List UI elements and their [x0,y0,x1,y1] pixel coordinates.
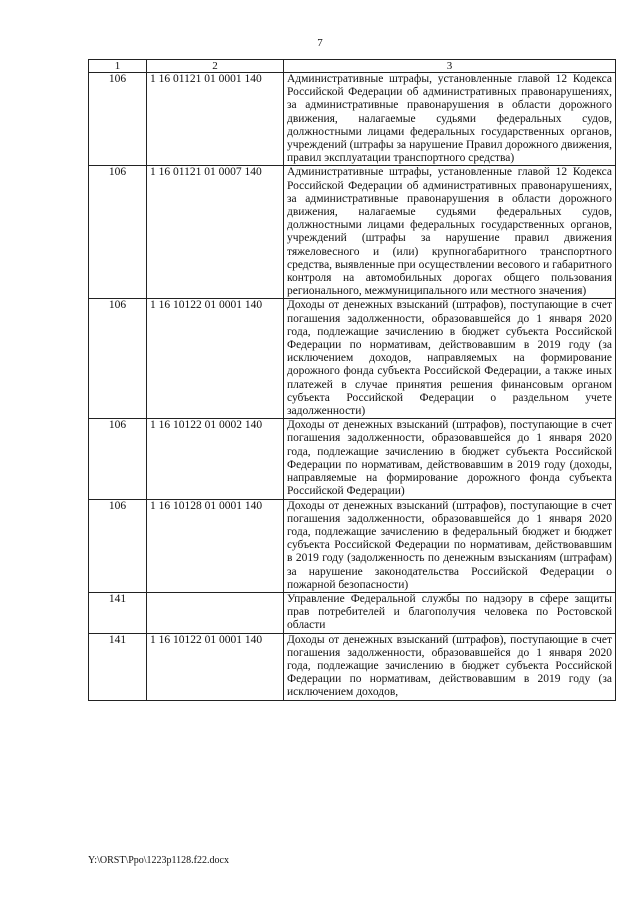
page-number: 7 [317,37,323,49]
table-row [89,419,616,499]
revenue-code-cell [147,592,284,633]
footer-file-path: Y:\ORST\Ppo\1223p1128.f22.docx [88,855,229,866]
revenue-code-cell: 1 16 10128 01 0001 140 [147,499,284,592]
table-row [89,166,616,299]
revenue-code-cell: 1 16 01121 01 0001 140 [147,73,284,166]
column-header-2: 2 [147,60,284,73]
administrator-code-cell: 106 [89,499,147,592]
table-row [89,299,616,419]
revenue-code-cell: 1 16 10122 01 0001 140 [147,299,284,419]
revenue-name-cell: Доходы от денежных взысканий (штрафов), поступающие в счет погашения задолженности, образовавшейся до 1 января 2020 года, подлежащие зачислению в бюджет субъекта Российской Федерации по нормативам, действовавшим в 2019 году (за исключением доходов, направляемых на формирование дорожного фонда субъекта Российской Федерации, а также иных платежей в случае принятия решения финансовым органом субъекта Российской Федерации о раздельном учете задолженности) [284,299,616,419]
revenue-name-cell: Управление Федеральной службы по надзору в сфере защиты прав потребителей и благополучия человека по Ростовской области [284,592,616,633]
revenue-name-cell: Доходы от денежных взысканий (штрафов), поступающие в счет погашения задолженности, образовавшейся до 1 января 2020 года, подлежащие зачислению в бюджет субъекта Российской Федерации по нормативам, действовавшим в 2019 году (доходы, направляемые на формирование дорожного фонда субъекта Российской Федерации) [284,419,616,499]
administrator-code-cell: 106 [89,166,147,299]
table-row [89,592,616,633]
table-row [89,499,616,592]
administrator-code-cell: 106 [89,419,147,499]
administrator-code-cell: 141 [89,592,147,633]
revenue-name-cell: Административные штрафы, установленные главой 12 Кодекса Российской Федерации об административных правонарушениях, за административные правонарушения в области дорожного движения, налагаемые судьями федеральных судов, должностными лицами федеральных государственных органов, учреждений (штрафы за нарушение Правил дорожного движения, правил эксплуатации транспортного средства) [284,73,616,166]
table-row [89,633,616,700]
revenue-name-cell: Доходы от денежных взысканий (штрафов), поступающие в счет погашения задолженности, образовавшейся до 1 января 2020 года, подлежащие зачислению в федеральный бюджет и бюджет субъекта Российской Федерации по нормативам, действовавшим в 2019 году (задолженность по денежным взысканиям (штрафам) за нарушение законодательства Российской Федерации о пожарной безопасности) [284,499,616,592]
revenue-code-cell: 1 16 10122 01 0002 140 [147,419,284,499]
revenue-code-cell: 1 16 10122 01 0001 140 [147,633,284,700]
table-header-row [89,60,616,73]
revenue-name-cell: Административные штрафы, установленные главой 12 Кодекса Российской Федерации об административных правонарушениях, за административные правонарушения в области дорожного движения, налагаемые судьями федеральных судов, должностными лицами федеральных государственных органов, учреждений (штрафы за нарушение правил движения тяжеловесного и (или) крупногабаритного транспортного средства, выявленные при осуществлении весового и габаритного контроля на автомобильных дорогах общего пользования регионального, межмуниципального или местного значения) [284,166,616,299]
table-row [89,73,616,166]
revenue-name-cell: Доходы от денежных взысканий (штрафов), поступающие в счет погашения задолженности, образовавшейся до 1 января 2020 года, подлежащие зачислению в бюджет субъекта Российской Федерации по нормативам, действовавшим в 2019 году (за исключением доходов, [284,633,616,700]
administrator-code-cell: 106 [89,299,147,419]
column-header-3: 3 [284,60,616,73]
column-header-1: 1 [89,60,147,73]
administrator-code-cell: 141 [89,633,147,700]
administrator-code-cell: 106 [89,73,147,166]
revenue-code-cell: 1 16 01121 01 0007 140 [147,166,284,299]
budget-classification-table [88,59,616,701]
